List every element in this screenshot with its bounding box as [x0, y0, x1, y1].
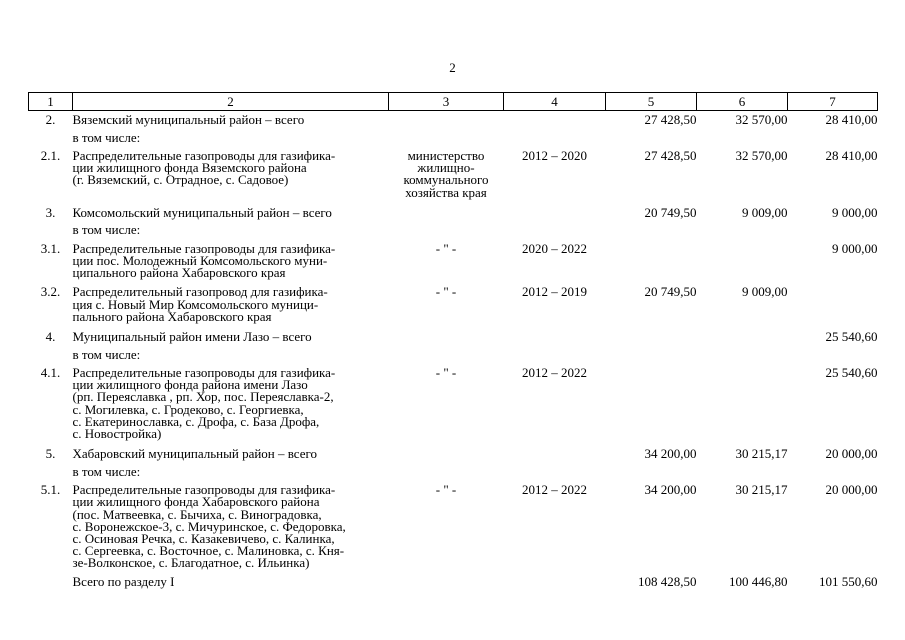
row-period: 2012 – 2019	[522, 284, 587, 300]
row-executor: - " -	[435, 482, 457, 498]
row-value-col7	[788, 466, 878, 483]
row-name: в том числе:	[72, 222, 141, 238]
row-value-col5	[606, 241, 697, 285]
table-row	[29, 132, 878, 149]
row-value-col6	[697, 328, 788, 349]
row-value-col5: 34 200,00	[644, 446, 697, 462]
row-name: в том числе:	[72, 463, 141, 479]
row-name: Распределительные газопроводы для газифика- ции жилищного фонда района имени Лазо (рп. Переяславка , рп. Хор, пос. Переяславка-2, с. Могилевка, с. Гродеково, с. Георгиевка, с. Екатеринославка, с. Дрофа, с. База Дрофа, с. Новостройка)	[72, 365, 336, 442]
row-value-col6: 30 215,17	[735, 482, 788, 498]
row-number: 5.1.	[40, 482, 61, 498]
row-executor: - " -	[435, 365, 457, 381]
row-value-col5: 27 428,50	[644, 148, 697, 163]
row-value-col5	[606, 466, 697, 483]
row-value-col5: 27 428,50	[644, 112, 697, 127]
row-executor	[389, 349, 504, 366]
row-executor	[389, 328, 504, 349]
row-executor: - " -	[435, 240, 457, 256]
row-executor	[389, 204, 504, 225]
column-header-6: 6	[697, 93, 788, 111]
row-value-col6	[697, 224, 788, 241]
row-number: 3.2.	[40, 284, 61, 300]
row-value-col5: 34 200,00	[644, 482, 697, 498]
row-value-col5: 20 749,50	[644, 204, 697, 220]
row-value-col6: 9 009,00	[742, 284, 788, 300]
row-period	[504, 445, 606, 466]
row-value-col6	[697, 349, 788, 366]
table-row	[29, 204, 878, 225]
row-value-col7	[788, 284, 878, 328]
column-header-1: 1	[29, 93, 73, 111]
row-period	[504, 466, 606, 483]
row-executor	[389, 132, 504, 149]
row-number: 3.1.	[40, 240, 61, 256]
row-period	[504, 328, 606, 349]
row-value-col6: 32 570,00	[735, 112, 788, 127]
row-name: в том числе:	[72, 346, 141, 362]
row-value-col5: 20 749,50	[644, 284, 697, 300]
row-executor: министерство жилищно- коммунального хозяйства края	[403, 148, 489, 200]
row-period: 2012 – 2022	[522, 365, 587, 381]
table-row	[29, 224, 878, 241]
row-number	[29, 132, 73, 149]
program-table	[28, 92, 878, 588]
row-period	[504, 224, 606, 241]
row-value-col7: 25 540,60	[825, 365, 878, 381]
row-name: Распределительные газопроводы для газифика- ции жилищного фонда Хабаровского района (пос. Матвеевка, с. Бычиха, с. Виноградовка, с. Воронежское-3, с. Мичуринское, с. Федоровка, с. Осиновая Речка, с. Казакевичево, с. Калинка, с. Сергеевка, с. Восточное, с. Малиновка, с. Кня- зе-Волконское, с. Благодатное, с. Ильинка)	[72, 482, 346, 571]
table-row	[29, 241, 878, 285]
table-row	[29, 148, 878, 204]
row-executor	[389, 111, 504, 132]
row-value-col6	[697, 132, 788, 149]
table-row	[29, 466, 878, 483]
row-period	[504, 132, 606, 149]
row-period	[504, 204, 606, 225]
row-value-col6: 32 570,00	[735, 148, 788, 163]
row-name: Распределительные газопроводы для газифика- ции жилищного фонда Вяземского района (г. Вяземский, с. Отрадное, с. Садовое)	[72, 148, 336, 188]
row-value-col7: 25 540,60	[825, 329, 878, 345]
table-row	[29, 328, 878, 349]
row-name: Хабаровский муниципальный район – всего	[72, 446, 318, 462]
row-period: 2012 – 2020	[522, 148, 587, 163]
table-row	[29, 111, 878, 132]
row-period: 2012 – 2022	[522, 482, 587, 498]
row-value-col6: 30 215,17	[735, 446, 788, 462]
row-executor	[389, 575, 504, 589]
row-value-col5	[606, 328, 697, 349]
row-executor	[389, 466, 504, 483]
row-value-col6	[697, 466, 788, 483]
column-header-3: 3	[389, 93, 504, 111]
table-row	[29, 365, 878, 445]
row-value-col7: 28 410,00	[825, 148, 878, 163]
row-period	[504, 349, 606, 366]
row-period: 2020 – 2022	[522, 240, 587, 256]
table-row	[29, 575, 878, 589]
row-number	[29, 224, 73, 241]
row-number: 2.	[45, 112, 56, 127]
row-value-col7: 9 000,00	[832, 240, 878, 256]
row-number	[29, 349, 73, 366]
row-value-col6	[697, 241, 788, 285]
column-header-row	[29, 93, 878, 111]
row-value-col7: 20 000,00	[825, 482, 878, 498]
row-value-col7	[788, 224, 878, 241]
row-value-col7: 9 000,00	[832, 204, 878, 220]
table-row	[29, 482, 878, 574]
row-name: Всего по разделу I	[72, 573, 175, 589]
row-period	[504, 575, 606, 589]
row-executor	[389, 224, 504, 241]
row-executor: - " -	[435, 284, 457, 300]
row-value-col7: 101 550,60	[819, 573, 878, 589]
row-value-col5: 108 428,50	[638, 573, 697, 589]
row-value-col5	[606, 224, 697, 241]
column-header-4: 4	[504, 93, 606, 111]
row-number: 4.	[45, 329, 56, 345]
column-header-5: 5	[606, 93, 697, 111]
row-number: 5.	[45, 446, 56, 462]
row-number: 2.1.	[40, 148, 61, 163]
table-row	[29, 349, 878, 366]
column-header-2: 2	[73, 93, 389, 111]
column-header-7: 7	[788, 93, 878, 111]
table-row	[29, 284, 878, 328]
row-value-col7: 28 410,00	[825, 112, 878, 127]
row-number: 4.1.	[40, 365, 61, 381]
row-period	[504, 111, 606, 132]
table-body	[29, 111, 878, 589]
page-number: 2	[449, 60, 456, 75]
row-value-col5	[606, 132, 697, 149]
row-name: в том числе:	[72, 129, 141, 145]
row-number: 3.	[45, 204, 56, 220]
row-value-col7	[788, 349, 878, 366]
table-row	[29, 445, 878, 466]
row-value-col5	[606, 365, 697, 445]
row-number	[29, 466, 73, 483]
row-name: Комсомольский муниципальный район – всего	[72, 204, 332, 220]
row-name: Распределительные газопроводы для газифика- ции пос. Молодежный Комсомольского муни- ципального района Хабаровского края	[72, 240, 336, 281]
row-value-col7	[788, 132, 878, 149]
row-name: Вяземский муниципальный район – всего	[72, 112, 305, 127]
row-value-col6: 100 446,80	[729, 573, 788, 589]
row-value-col6	[697, 365, 788, 445]
row-name: Муниципальный район имени Лазо – всего	[72, 329, 312, 345]
row-name: Распределительный газопровод для газифика- ция с. Новый Мир Комсомольского муници- пального района Хабаровского края	[72, 284, 328, 324]
row-value-col6: 9 009,00	[742, 204, 788, 220]
row-number	[29, 575, 73, 589]
row-value-col7: 20 000,00	[825, 446, 878, 462]
row-value-col5	[606, 349, 697, 366]
row-executor	[389, 445, 504, 466]
